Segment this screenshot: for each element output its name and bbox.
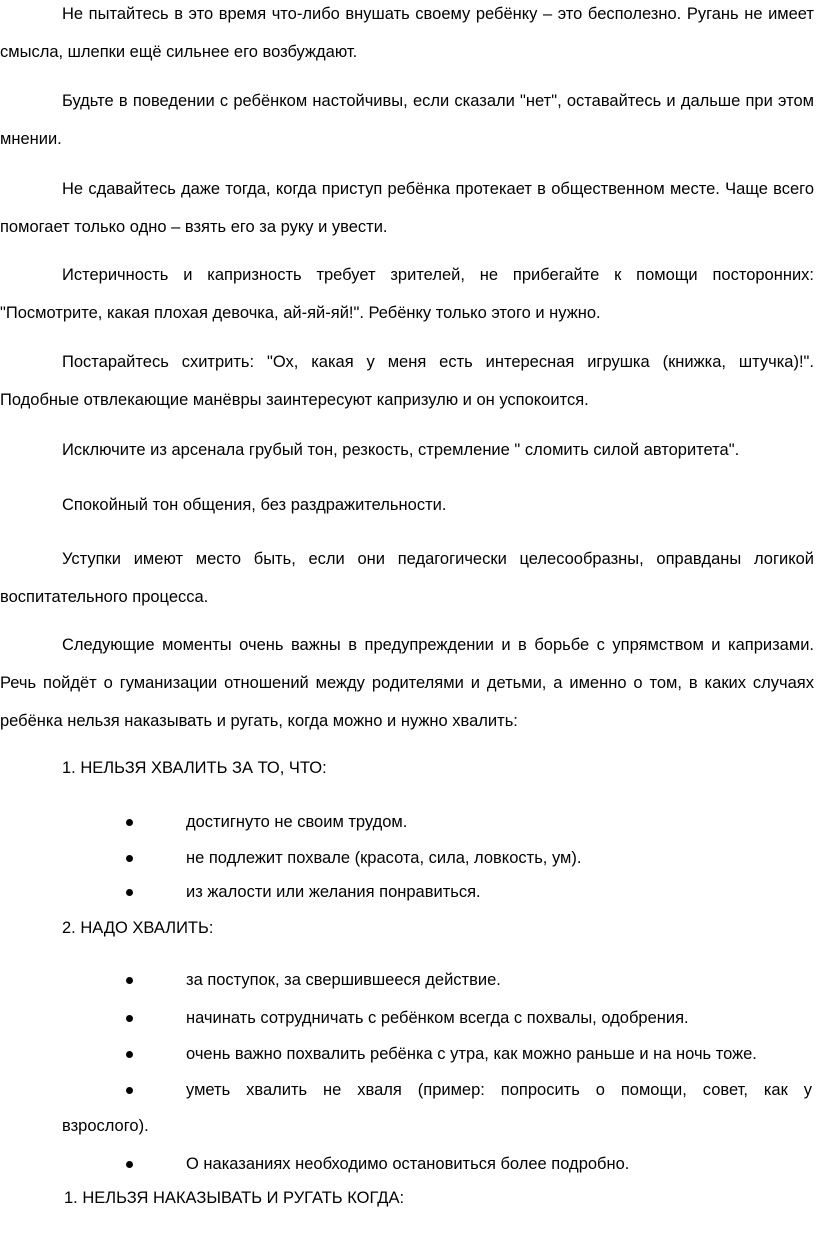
bullet-icon	[126, 889, 133, 896]
list-item-text: за поступок, за свершившееся действие.	[186, 971, 501, 989]
paragraph: Следующие моменты очень важны в предупреждении и в борьбе с упрямством и капризами. Речь пойдёт о гуманизации отношений между родителями и детьми, а именно о том, в каких случаях ребёнка нельзя наказывать и ругать, когда можно и нужно хвалить:	[0, 636, 814, 730]
list-item-text: О наказаниях необходимо остановиться более подробно.	[186, 1155, 630, 1173]
bullet-icon	[126, 977, 133, 984]
section-heading: 2. НАДО ХВАЛИТЬ:	[62, 919, 214, 937]
bullet-icon	[126, 855, 133, 862]
list-item-text: уметь хвалить не хваля (пример: попросить о помощи, совет, как у	[186, 1081, 812, 1099]
bullet-icon	[126, 1015, 133, 1022]
list-item-continuation: взрослого).	[62, 1117, 149, 1135]
paragraph: Не пытайтесь в это время что-либо внушать своему ребёнку – это бесполезно. Ругань не имеет смысла, шлепки ещё сильнее его возбуждают.	[0, 5, 814, 61]
paragraph: Исключите из арсенала грубый тон, резкость, стремление " сломить силой авторитета".	[62, 441, 740, 459]
list-item-text: не подлежит похвале (красота, сила, ловкость, ум).	[186, 849, 582, 867]
list-item-text: очень важно похвалить ребёнка с утра, как можно раньше и на ночь тоже.	[186, 1045, 757, 1063]
list-item-text: достигнуто не своим трудом.	[186, 813, 408, 831]
paragraph: Будьте в поведении с ребёнком настойчивы, если сказали "нет", оставайтесь и дальше при этом мнении.	[0, 92, 814, 148]
list-item-text: из жалости или желания понравиться.	[186, 883, 481, 901]
bullet-icon	[126, 819, 133, 826]
paragraph: Спокойный тон общения, без раздражительности.	[62, 496, 447, 514]
bullet-icon	[126, 1051, 133, 1058]
section-heading: 1. НЕЛЬЗЯ ХВАЛИТЬ ЗА ТО, ЧТО:	[62, 759, 327, 777]
section-heading: 1. НЕЛЬЗЯ НАКАЗЫВАТЬ И РУГАТЬ КОГДА:	[64, 1189, 405, 1207]
bullet-icon	[126, 1161, 133, 1168]
paragraph: Истеричность и капризность требует зрителей, не прибегайте к помощи посторонних: "Посмотрите, какая плохая девочка, ай-яй-яй!". Ребёнку только этого и нужно.	[0, 266, 814, 322]
paragraph: Уступки имеют место быть, если они педагогически целесообразны, оправданы логикой воспитательного процесса.	[0, 550, 814, 606]
paragraph: Постарайтесь схитрить: "Ох, какая у меня есть интересная игрушка (книжка, штучка)!". Подобные отвлекающие манёвры заинтересуют капризулю и он успокоится.	[0, 353, 814, 409]
bullet-icon	[126, 1087, 133, 1094]
paragraph: Не сдавайтесь даже тогда, когда приступ ребёнка протекает в общественном месте. Чаще всего помогает только одно – взять его за руку и увести.	[0, 180, 814, 236]
list-item-text: начинать сотрудничать с ребёнком всегда с похвалы, одобрения.	[186, 1009, 689, 1027]
